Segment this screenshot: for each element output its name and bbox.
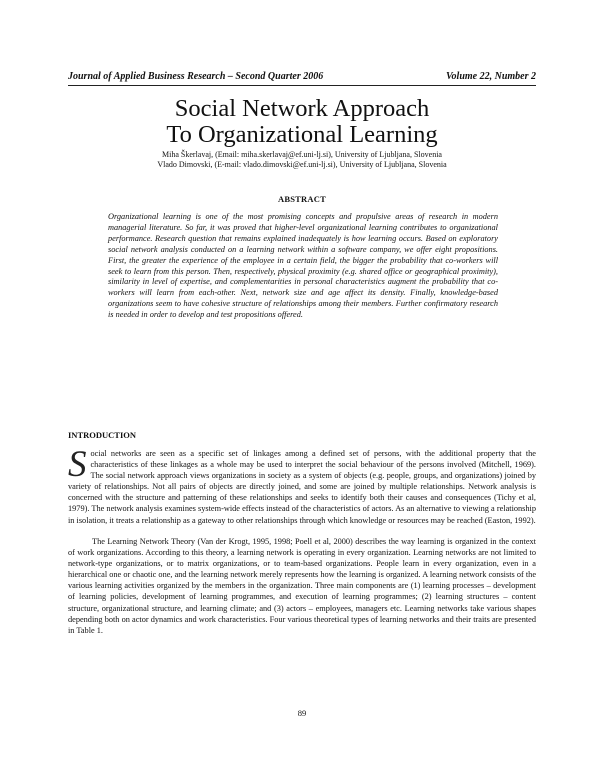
page-number: 89 <box>297 708 307 718</box>
header-rule <box>68 85 536 86</box>
abstract-heading: ABSTRACT <box>278 194 326 204</box>
author-2: Vlado Dimovski, (E-mail: vlado.dimovski@ef.uni-lj.si), University of Ljubljana, Slovenia <box>157 160 447 169</box>
article-title-line-2: To Organizational Learning <box>166 121 438 148</box>
author-1: Miha Škerlavaj, (Email: miha.skerlavaj@ef.uni-lj.si), University of Ljubljana, Slovenia <box>162 150 442 159</box>
drop-cap: S <box>68 444 87 485</box>
paragraph-1-text: ocial networks are seen as a specific set of linkages among a defined set of persons, with the additional property that the characteristics of these linkages as a whole may be used to interpret the social behaviour of the persons involved (Mitchell, 1969). The social network approach views organizations in society as a system of objects (e.g. people, groups, and organizations) joined by variety of relationships. Not all pairs of objects are directly joined, and some are joined by multiple relationships. Network analysis is concerned with the structure and patterning of these relationships and seeks to identify both their causes and consequences (Tichy et al, 1979). The network analysis examines system-wide effects instead of the characteristics of actors. As an alternative to viewing a relationship in isolation, it treats a relationship as a gateway to other relationships through which knowledge or resources may be reached (Easton, 1992). <box>68 449 536 525</box>
abstract-body: Organizational learning is one of the most promising concepts and propulsive areas of research in modern managerial literature. So far, it was proved that higher-level organizational learning contributes to organizational performance. Research question that remains explained inadequately is how learning occurs. Based on exploratory social network analysis conducted on a learning network within a software company, we offer eight propositions. First, the greater the experience of the employee in a certain field, the bigger the probability that co-workers will seek to learn from this person. Then, respectively, physical proximity (e.g. shared office or geographical proximity), similarity in level of expertise, and complementarities in personal characteristics augment the probability that co-workers will learn from each-other. Next, network size and age affect its density. Finally, knowledge-based organizations seem to have cohesive structure of relationships among their members. Further confirmatory research is needed in order to develop and test propositions offered. <box>108 212 498 320</box>
article-title-line-1: Social Network Approach <box>174 95 430 122</box>
volume-number: Volume 22, Number 2 <box>445 71 536 82</box>
introduction-paragraph-1 <box>68 444 536 526</box>
introduction-paragraph-2: The Learning Network Theory (Van der Krogt, 1995, 1998; Poell et al, 2000) describes the way learning is organized in the context of work organizations. According to this theory, a learning network is operating in every organization. Learning networks are not limited to network-type organizations, or to matrix organizations, or to team-based organizations. People learn in every organization, even in a hierarchical one or chaotic one, and the learning network merely represents how the learning is organized. A learning network consists of the various learning activities organized by the members in the organization. Three main components are (1) learning processes – development of learning policies, development of learning programmes, and execution of learning programmes; (2) learning structures – content structure, organizational structure, and learning climate; and (3) actors – employees, managers etc. Learning networks take various shapes depending both on actor dynamics and work characteristics. Four various theoretical types of learning networks and their traits are presented in Table 1. <box>68 537 536 635</box>
journal-name: Journal of Applied Business Research – Second Quarter 2006 <box>68 71 324 82</box>
introduction-heading: INTRODUCTION <box>68 430 137 440</box>
